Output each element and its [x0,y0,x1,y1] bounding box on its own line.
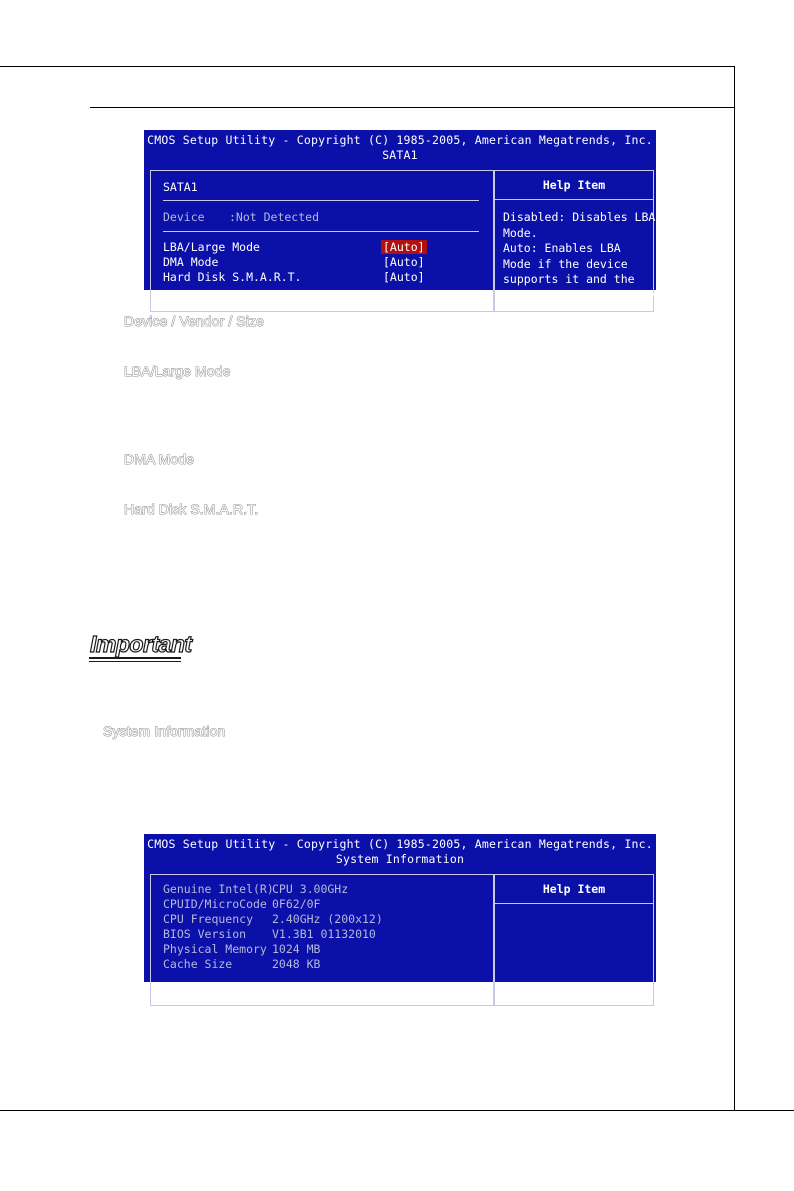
heading-system-information: System Information [103,723,226,739]
heading-hard-disk-smart: Hard Disk S.M.A.R.T. [124,501,259,517]
device-label: Device [163,210,205,224]
help-line: Mode if the device [503,256,628,271]
bios-section-title: SATA1 [163,180,198,194]
info-value: 2.40GHz (200x12) [272,912,383,926]
setting-label-dma: DMA Mode [163,255,219,269]
bios-system-info-screenshot [144,834,656,982]
info-label: BIOS Version [163,927,247,941]
important-heading: Important [90,631,192,657]
heading-device-vendor-size: Device / Vendor / Size [124,313,264,329]
info-label: CPUID/MicroCode [163,897,267,911]
setting-value-smart[interactable]: [Auto] [383,270,425,284]
bios-settings-panel [150,170,494,312]
bios-title-bar [144,130,656,170]
info-value: V1.3B1 01132010 [272,927,376,941]
info-label: Cache Size [163,957,233,971]
page-top-rule [0,66,735,67]
info-value: 1024 MB [272,942,321,956]
setting-value-lba[interactable] [381,240,427,255]
help-line: devices is not already [503,287,656,302]
bios-title-line2: SATA1 [382,148,418,162]
divider [163,231,479,232]
bios-help-panel [494,874,654,1006]
setting-label-smart: Hard Disk S.M.A.R.T. [163,270,302,284]
bios-title-line1: CMOS Setup Utility - Copyright (C) 1985-2005, American Megatrends, Inc. [147,837,653,851]
bios-info-panel [150,874,494,1006]
info-value: 2048 KB [272,957,321,971]
info-label: Physical Memory [163,942,267,956]
info-value: 0F62/0F [272,897,321,911]
bios-title-line2: System Information [335,852,465,866]
page-header-rule [90,107,735,108]
important-underline [89,661,181,662]
info-label: Genuine Intel(R) [163,882,274,896]
setting-value-dma[interactable]: [Auto] [383,255,425,269]
page-right-rule [734,66,735,1111]
help-line: Mode. [503,225,538,240]
bios-title-bar [144,834,656,874]
heading-dma-mode: DMA Mode [124,451,195,467]
divider [163,200,479,201]
help-line: Disabled: Disables LBA [503,210,656,224]
important-underline [89,657,181,659]
page-bottom-rule [0,1110,794,1111]
help-line: Auto: Enables LBA [503,241,621,255]
bios-sata-screenshot [144,130,656,302]
help-line: supports it and the [503,272,635,286]
heading-lba-large-mode: LBA/Large Mode [124,363,231,379]
bios-help-panel [494,170,654,312]
help-item-title: Help Item [495,875,653,904]
selected-value[interactable]: [Auto] [383,240,425,254]
setting-label-lba: LBA/Large Mode [163,240,260,254]
bios-title-line1: CMOS Setup Utility - Copyright (C) 1985-2005, American Megatrends, Inc. [147,133,653,147]
info-value: CPU 3.00GHz [272,882,349,896]
device-value: :Not Detected [229,210,320,224]
info-label: CPU Frequency [163,912,254,926]
help-item-title: Help Item [495,171,653,200]
